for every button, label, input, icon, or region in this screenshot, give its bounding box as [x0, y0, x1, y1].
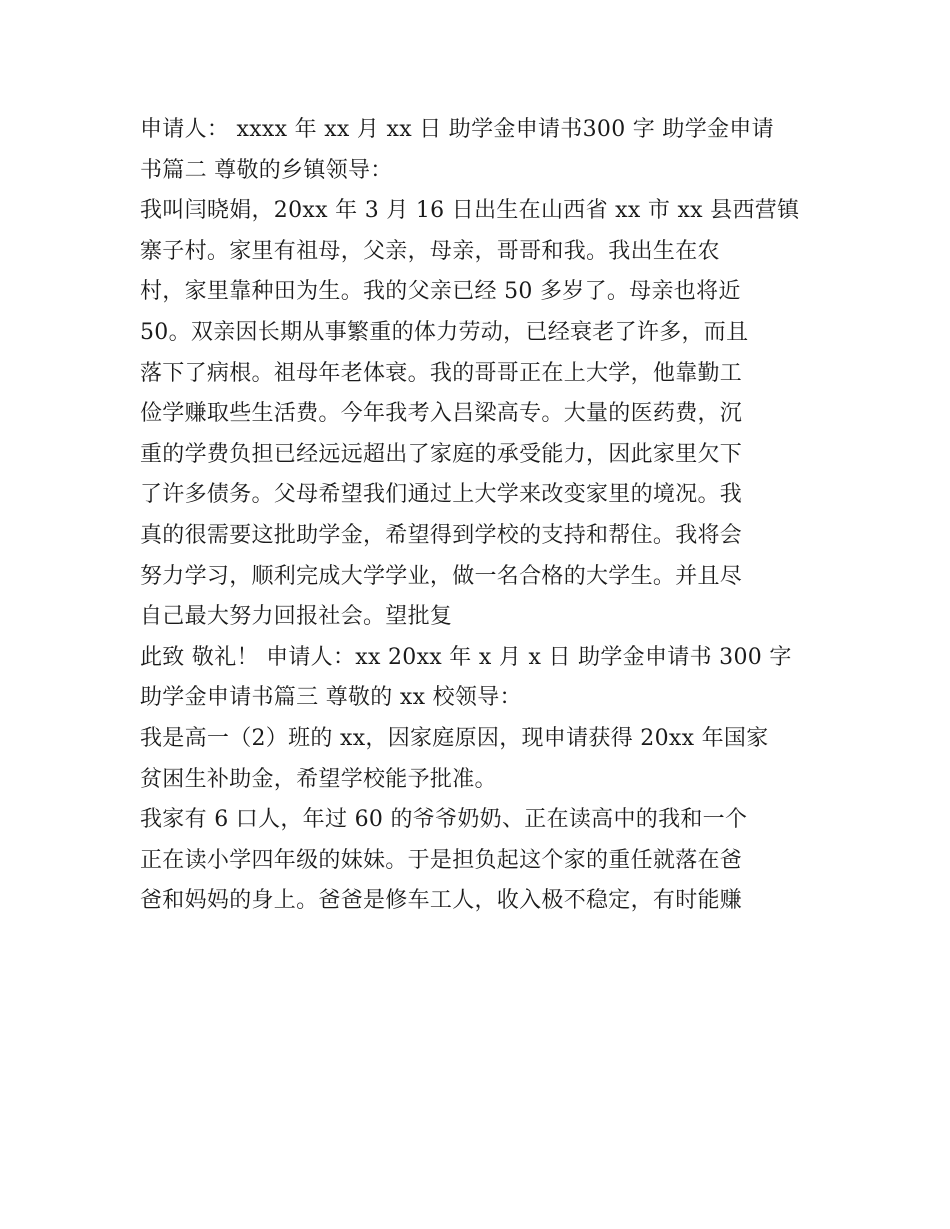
text-line: 村，家里靠种田为生。我的父亲已经 50 多岁了。母亲也将近	[140, 279, 741, 305]
text-line: 此致 敬礼！ 申请人：xx 20xx 年 x 月 x 日 助学金申请书 300 字	[140, 644, 792, 670]
text-line: 50。双亲因长期从事繁重的体力劳动，已经衰老了许多，而且	[140, 319, 749, 345]
text-line: 了许多债务。父母希望我们通过上大学来改变家里的境况。我	[140, 482, 743, 508]
text-line: 正在读小学四年级的妹妹。于是担负起这个家的重任就落在爸	[140, 847, 743, 873]
text-line: 努力学习，顺利完成大学学业，做一名合格的大学生。并且尽	[140, 563, 743, 589]
text-line: 我叫闫晓娟，20xx 年 3 月 16 日出生在山西省 xx 市 xx 县西营镇	[140, 198, 800, 224]
text-line: 书篇二 尊敬的乡镇领导：	[140, 157, 393, 183]
text-line: 爸和妈妈的身上。爸爸是修车工人，收入极不稳定，有时能赚	[140, 888, 743, 914]
text-line: 俭学赚取些生活费。今年我考入吕梁高专。大量的医药费，沉	[140, 401, 743, 427]
text-line: 真的很需要这批助学金，希望得到学校的支持和帮住。我将会	[140, 522, 743, 548]
text-line: 我家有 6 口人，年过 60 的爷爷奶奶、正在读高中的我和一个	[140, 807, 748, 833]
text-line: 寨子村。家里有祖母，父亲，母亲，哥哥和我。我出生在农	[140, 238, 720, 264]
text-line: 重的学费负担已经远远超出了家庭的承受能力，因此家里欠下	[140, 441, 743, 467]
text-line: 我是高一（2）班的 xx，因家庭原因，现申请获得 20xx 年国家	[140, 725, 769, 751]
text-line: 助学金申请书篇三 尊敬的 xx 校领导：	[140, 685, 522, 711]
text-line: 落下了病根。祖母年老体衰。我的哥哥正在上大学，他靠勤工	[140, 360, 743, 386]
text-line: 贫困生补助金，希望学校能予批准。	[140, 766, 497, 792]
text-line: 申请人： xxxx 年 xx 月 xx 日 助学金申请书300 字 助学金申请	[140, 117, 774, 142]
document-body	[140, 110, 820, 922]
text-line: 自己最大努力回报社会。望批复	[140, 604, 453, 630]
